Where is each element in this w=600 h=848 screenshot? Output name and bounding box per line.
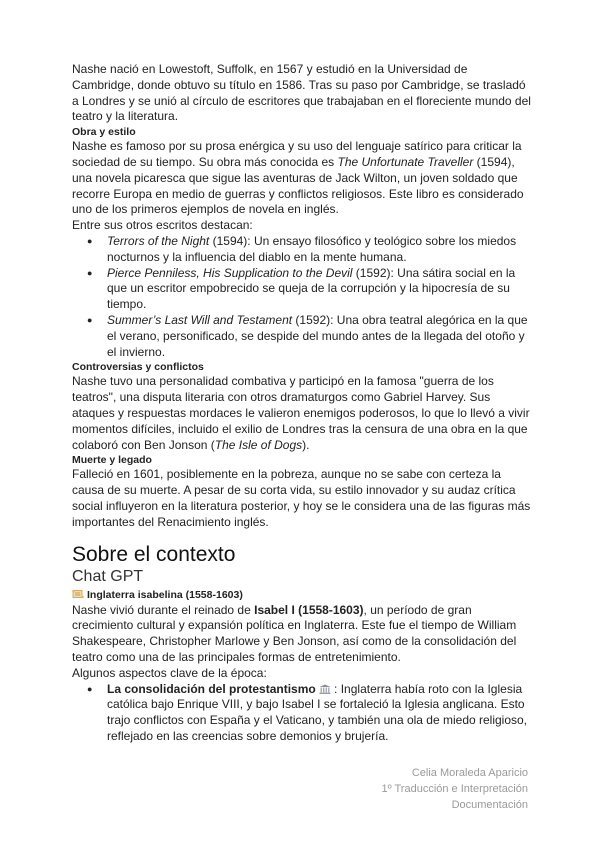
contexto-paragraph: Nashe vivió durante el reinado de Isabel I (1558-1603), un período de gran crecimiento cultural y expansión política en Inglaterra. Este fue el tiempo de William Shakespeare, Christopher Marlowe y Ben Jonson, así como de la consolidación del teatro como una de las principales formas de entretenimiento.	[72, 602, 517, 664]
classical-building-icon	[319, 684, 331, 694]
work-title: The Isle of Dogs	[214, 437, 303, 452]
page-footer	[382, 765, 529, 813]
aspectos-list	[72, 682, 532, 745]
list-item: ● Summer’s Last Will and Testament (1592): Una obra teatral alegórica en la que el verano, personificado, se despide del mundo antes de la llegada del otoño y el invierno.	[107, 313, 532, 360]
obra-paragraph: Nashe es famoso por su prosa enérgica y su uso del lenguaje satírico para criticar la sociedad de su tiempo. Su obra más conocida es The Unfortunate Traveller (1594), una novela picaresca que sigue las aventuras de Jack Wilton, un joven soldado que recorre Europa en medio de guerras y conflictos religiosos. Este libro es considerado uno de los primeros ejemplos de novela en inglés.	[72, 139, 524, 217]
muerte-paragraph: Falleció en 1601, posiblemente en la pobreza, aunque no se sabe con certeza la causa de su muerte. A pesar de su corta vida, su estilo innovador y su audaz crítica social influyeron en la literatura posterior, y hoy se le considera una de las figuras más importantes del Renacimiento inglés.	[72, 467, 531, 529]
heading-obra-y-estilo: Obra y estilo	[72, 126, 136, 139]
scroll-icon	[72, 589, 84, 599]
heading-inglaterra-isabelina: Inglaterra isabelina (1558-1603)	[72, 588, 532, 603]
list-item: ● La consolidación del protestantismo : Inglaterra había roto con la Iglesia católica bajo Enrique VIII, y bajo Isabel I se fortaleció la Iglesia anglicana. Esto trajo conflictos con España y el Vaticano, y también una ola de miedo religioso, reflejado en las creencias sobre demonios y brujería.	[107, 682, 532, 745]
list-item: ● Pierce Penniless, His Supplication to the Devil (1592): Una sátira social en la que un escritor empobrecido se queja de la corrupción y la hipocresía de su tiempo.	[107, 266, 532, 313]
work-title: The Unfortunate Traveller	[337, 154, 474, 169]
footer-author: Celia Moraleda Aparicio	[411, 767, 528, 779]
document-body	[72, 62, 532, 745]
footer-subject: Documentación	[451, 799, 528, 811]
works-list	[72, 234, 532, 360]
list-item: ● Terrors of the Night (1594): Un ensayo filosófico y teológico sobre los miedos nocturnos y la influencia del diablo en la mente humana.	[107, 234, 532, 266]
footer-course: 1º Traducción e Interpretación	[381, 783, 528, 795]
section-title: Sobre el contexto	[72, 542, 236, 566]
heading-muerte-y-legado: Muerte y legado	[72, 454, 152, 467]
controversias-paragraph: Nashe tuvo una personalidad combativa y participó en la famosa "guerra de los teatros", una disputa literaria con otros dramaturgos como Gabriel Harvey. Sus ataques y respuestas mordaces le valieron enemigos poderosos, lo que lo llevó a vivir momentos difíciles, incluido el exilio de Londres tras la censura de una obra en la que colaboró con Ben Jonson (The Isle of Dogs).	[72, 374, 530, 452]
works-intro: Entre sus otros escritos destacan:	[72, 218, 253, 233]
section-subtitle: Chat GPT	[72, 567, 144, 585]
aspectos-intro: Algunos aspectos clave de la época:	[72, 665, 267, 680]
heading-controversias: Controversias y conflictos	[72, 361, 204, 374]
biography-paragraph: Nashe nació en Lowestoft, Suffolk, en 1567 y estudió en la Universidad de Cambridge, donde obtuvo su título en 1586. Tras su paso por Cambridge, se trasladó a Londres y se unió al círculo de escritores que trabajaban en el floreciente mundo del teatro y la literatura.	[72, 62, 531, 124]
